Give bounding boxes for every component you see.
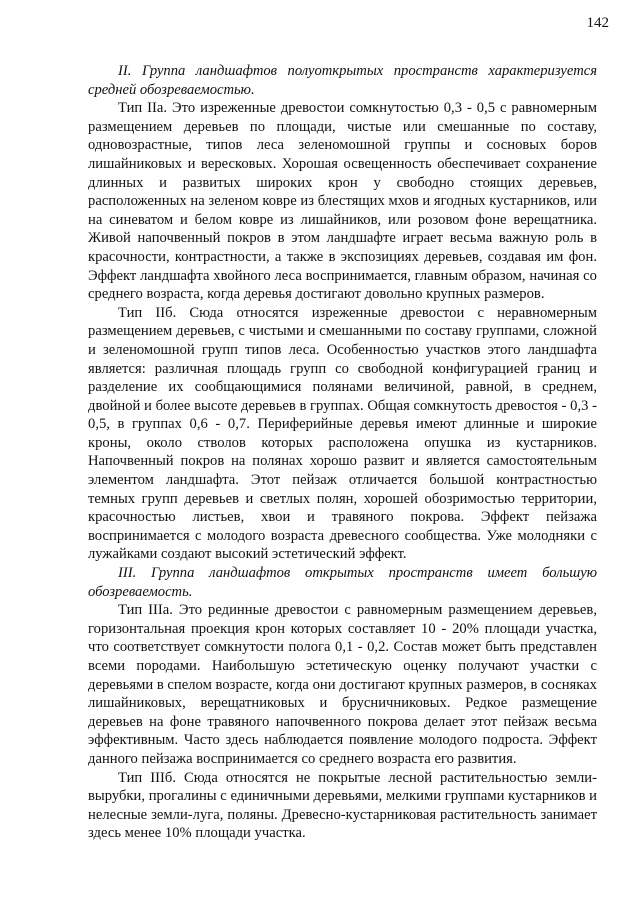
page-number: 142 — [586, 15, 609, 31]
paragraph-type-iia: Тип IIа. Это изреженные древостои сомкнутостью 0,3 - 0,5 с равномерным размещением деревьев по площади, чистые или смешанные по составу, одновозрастные, типов леса зеленомошной группы и сосновых боров лишайниковых и вересковых. Хорошая освещенность обеспечивает сохранение длинных и развитых широких крон у свободно стоящих деревьев, расположенных на зеленом ковре из блестящих мхов и ягодных кустарников, или на синеватом и белом ковре из лишайников, или розовом фоне верещатника. Живой напочвенный покров в этом ландшафте играет весьма важную роль в красочности, контрастности, а также в экспозициях деревьев, создавая им фон. Эффект ландшафта хвойного леса воспринимается, главным образом, начиная со среднего возраста, когда деревья достигают довольно крупных размеров. — [88, 100, 597, 303]
text-column — [88, 62, 597, 843]
section-heading-ii: II. Группа ландшафтов полуоткрытых пространств характеризуется средней обозреваемостью. — [88, 63, 597, 98]
section-heading-iii: III. Группа ландшафтов открытых пространств имеет большую обозреваемость. — [88, 565, 597, 600]
paragraph-type-iib: Тип IIб. Сюда относятся изреженные древостои с неравномерным размещением деревьев, с чистыми и смешанными по составу группами, сложной и зеленомошной групп типов леса. Особенностью участков этого ландшафта является: различная площадь групп со свободной конфигурацией границ и разделение их сообщающимися полянами величиной, равной, в среднем, двойной и более высоте деревьев в группах. Общая сомкнутость древостоя - 0,3 - 0,5, в группах 0,6 - 0,7. Периферийные деревья имеют длинные и широкие кроны, около стволов которых расположена опушка из кустарников. Напочвенный покров на полянах хорошо развит и является самостоятельным элементом ландшафта. Этот пейзаж отличается большой контрастностью темных групп деревьев и светлых полян, хорошей обозримостью территории, красочностью листьев, хвои и травяного покрова. Эффект пейзажа воспринимается с молодого возраста древесного сообщества. Уже молодняки с лужайками создают высокий эстетический эффект. — [88, 304, 597, 563]
paragraph-type-iiib: Тип IIIб. Сюда относятся не покрытые лесной растительностью земли-вырубки, прогалины с единичными деревьями, мелкими группами кустарников и нелесные земли-луга, поляны. Древесно-кустарниковая растительность занимает здесь менее 10% площади участка. — [88, 769, 597, 842]
paragraph-type-iiia: Тип IIIа. Это рединные древостои с равномерным размещением деревьев, горизонтальная проекция крон которых составляет 10 - 20% площади участка, что соответствует сомкнутости полога 0,1 - 0,2. Состав может быть представлен всеми породами. Наибольшую эстетическую оценку получают участки с деревьями в спелом возрасте, когда они достигают крупных размеров, в сосняках лишайниковых, верещатниковых и брусничниковых. Редкое размещение деревьев на фоне травяного напочвенного покрова делает этот пейзаж весьма эффективным. Часто здесь наблюдается появление молодого подроста. Эффект данного пейзажа воспринимается со среднего возраста его развития. — [88, 602, 597, 767]
